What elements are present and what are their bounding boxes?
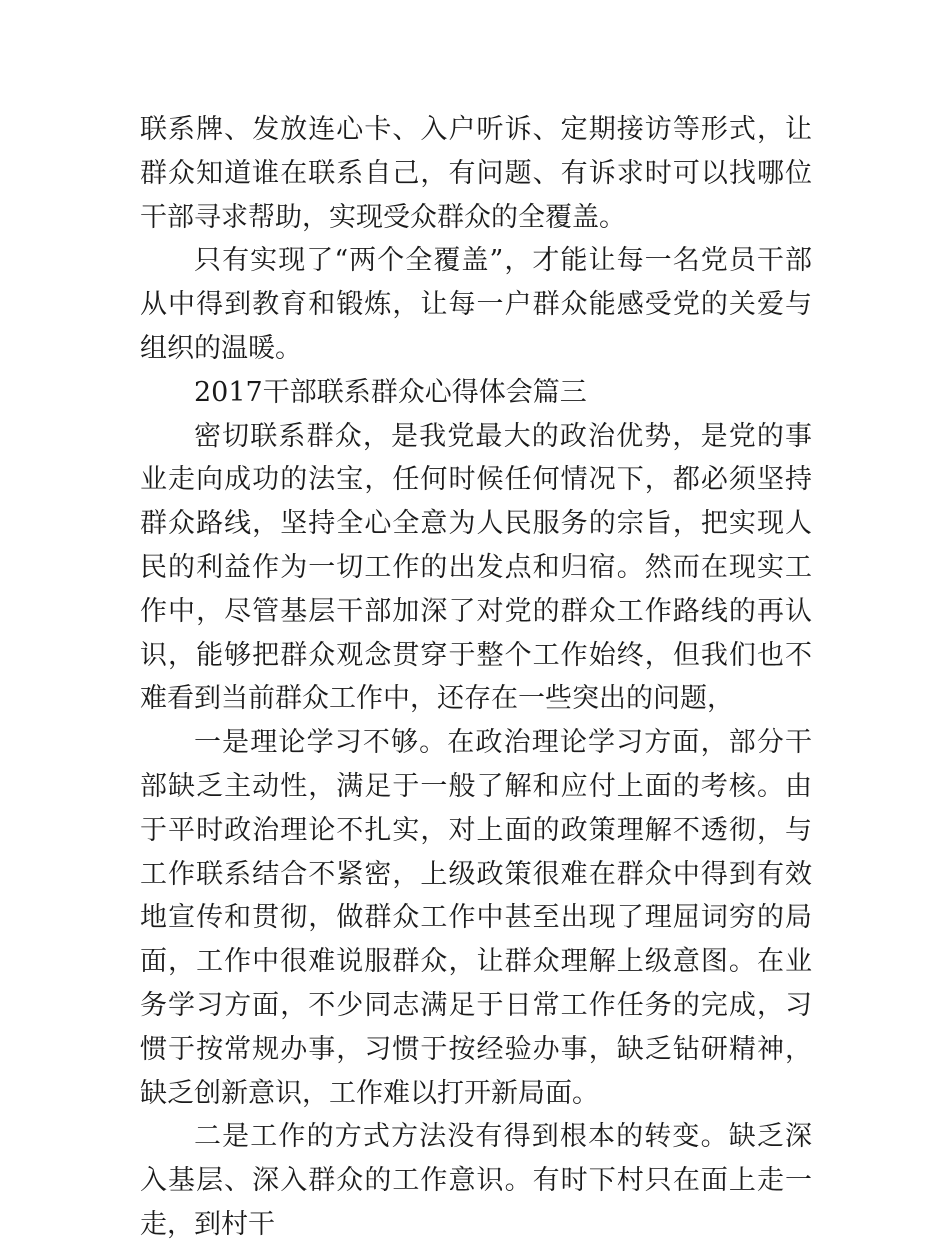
document-page xyxy=(140,108,812,1247)
paragraph-3: 密切联系群众，是我党最大的政治优势，是党的事业走向成功的法宝，任何时候任何情况下，都必须坚持群众路线，坚持全心全意为人民服务的宗旨，把实现人民的利益作为一切工作的出发点和归宿。然而在现实工作中，尽管基层干部加深了对党的群众工作路线的再认识，能够把群众观念贯穿于整个工作始终，但我们也不难看到当前群众工作中，还存在一些突出的问题， xyxy=(140,420,812,715)
paragraph-1: 联系牌、发放连心卡、入户听诉、定期接访等形式，让群众知道谁在联系自己，有问题、有诉求时可以找哪位干部寻求帮助，实现受众群众的全覆盖。 xyxy=(140,114,812,233)
paragraph-2: 只有实现了“两个全覆盖”，才能让每一名党员干部从中得到教育和锻炼，让每一户群众能感受党的关爱与组织的温暖。 xyxy=(140,245,812,364)
section-heading: 2017干部联系群众心得体会篇三 xyxy=(194,376,587,408)
paragraph-4: 一是理论学习不够。在政治理论学习方面，部分干部缺乏主动性，满足于一般了解和应付上面的考核。由于平时政治理论不扎实，对上面的政策理解不透彻，与工作联系结合不紧密，上级政策很难在群众中得到有效地宣传和贯彻，做群众工作中甚至出现了理屈词穷的局面，工作中很难说服群众，让群众理解上级意图。在业务学习方面，不少同志满足于日常工作任务的完成，习惯于按常规办事，习惯于按经验办事，缺乏钻研精神，缺乏创新意识，工作难以打开新局面。 xyxy=(140,727,812,1109)
paragraph-5: 二是工作的方式方法没有得到根本的转变。缺乏深入基层、深入群众的工作意识。有时下村只在面上走一走，到村干 xyxy=(140,1121,812,1240)
